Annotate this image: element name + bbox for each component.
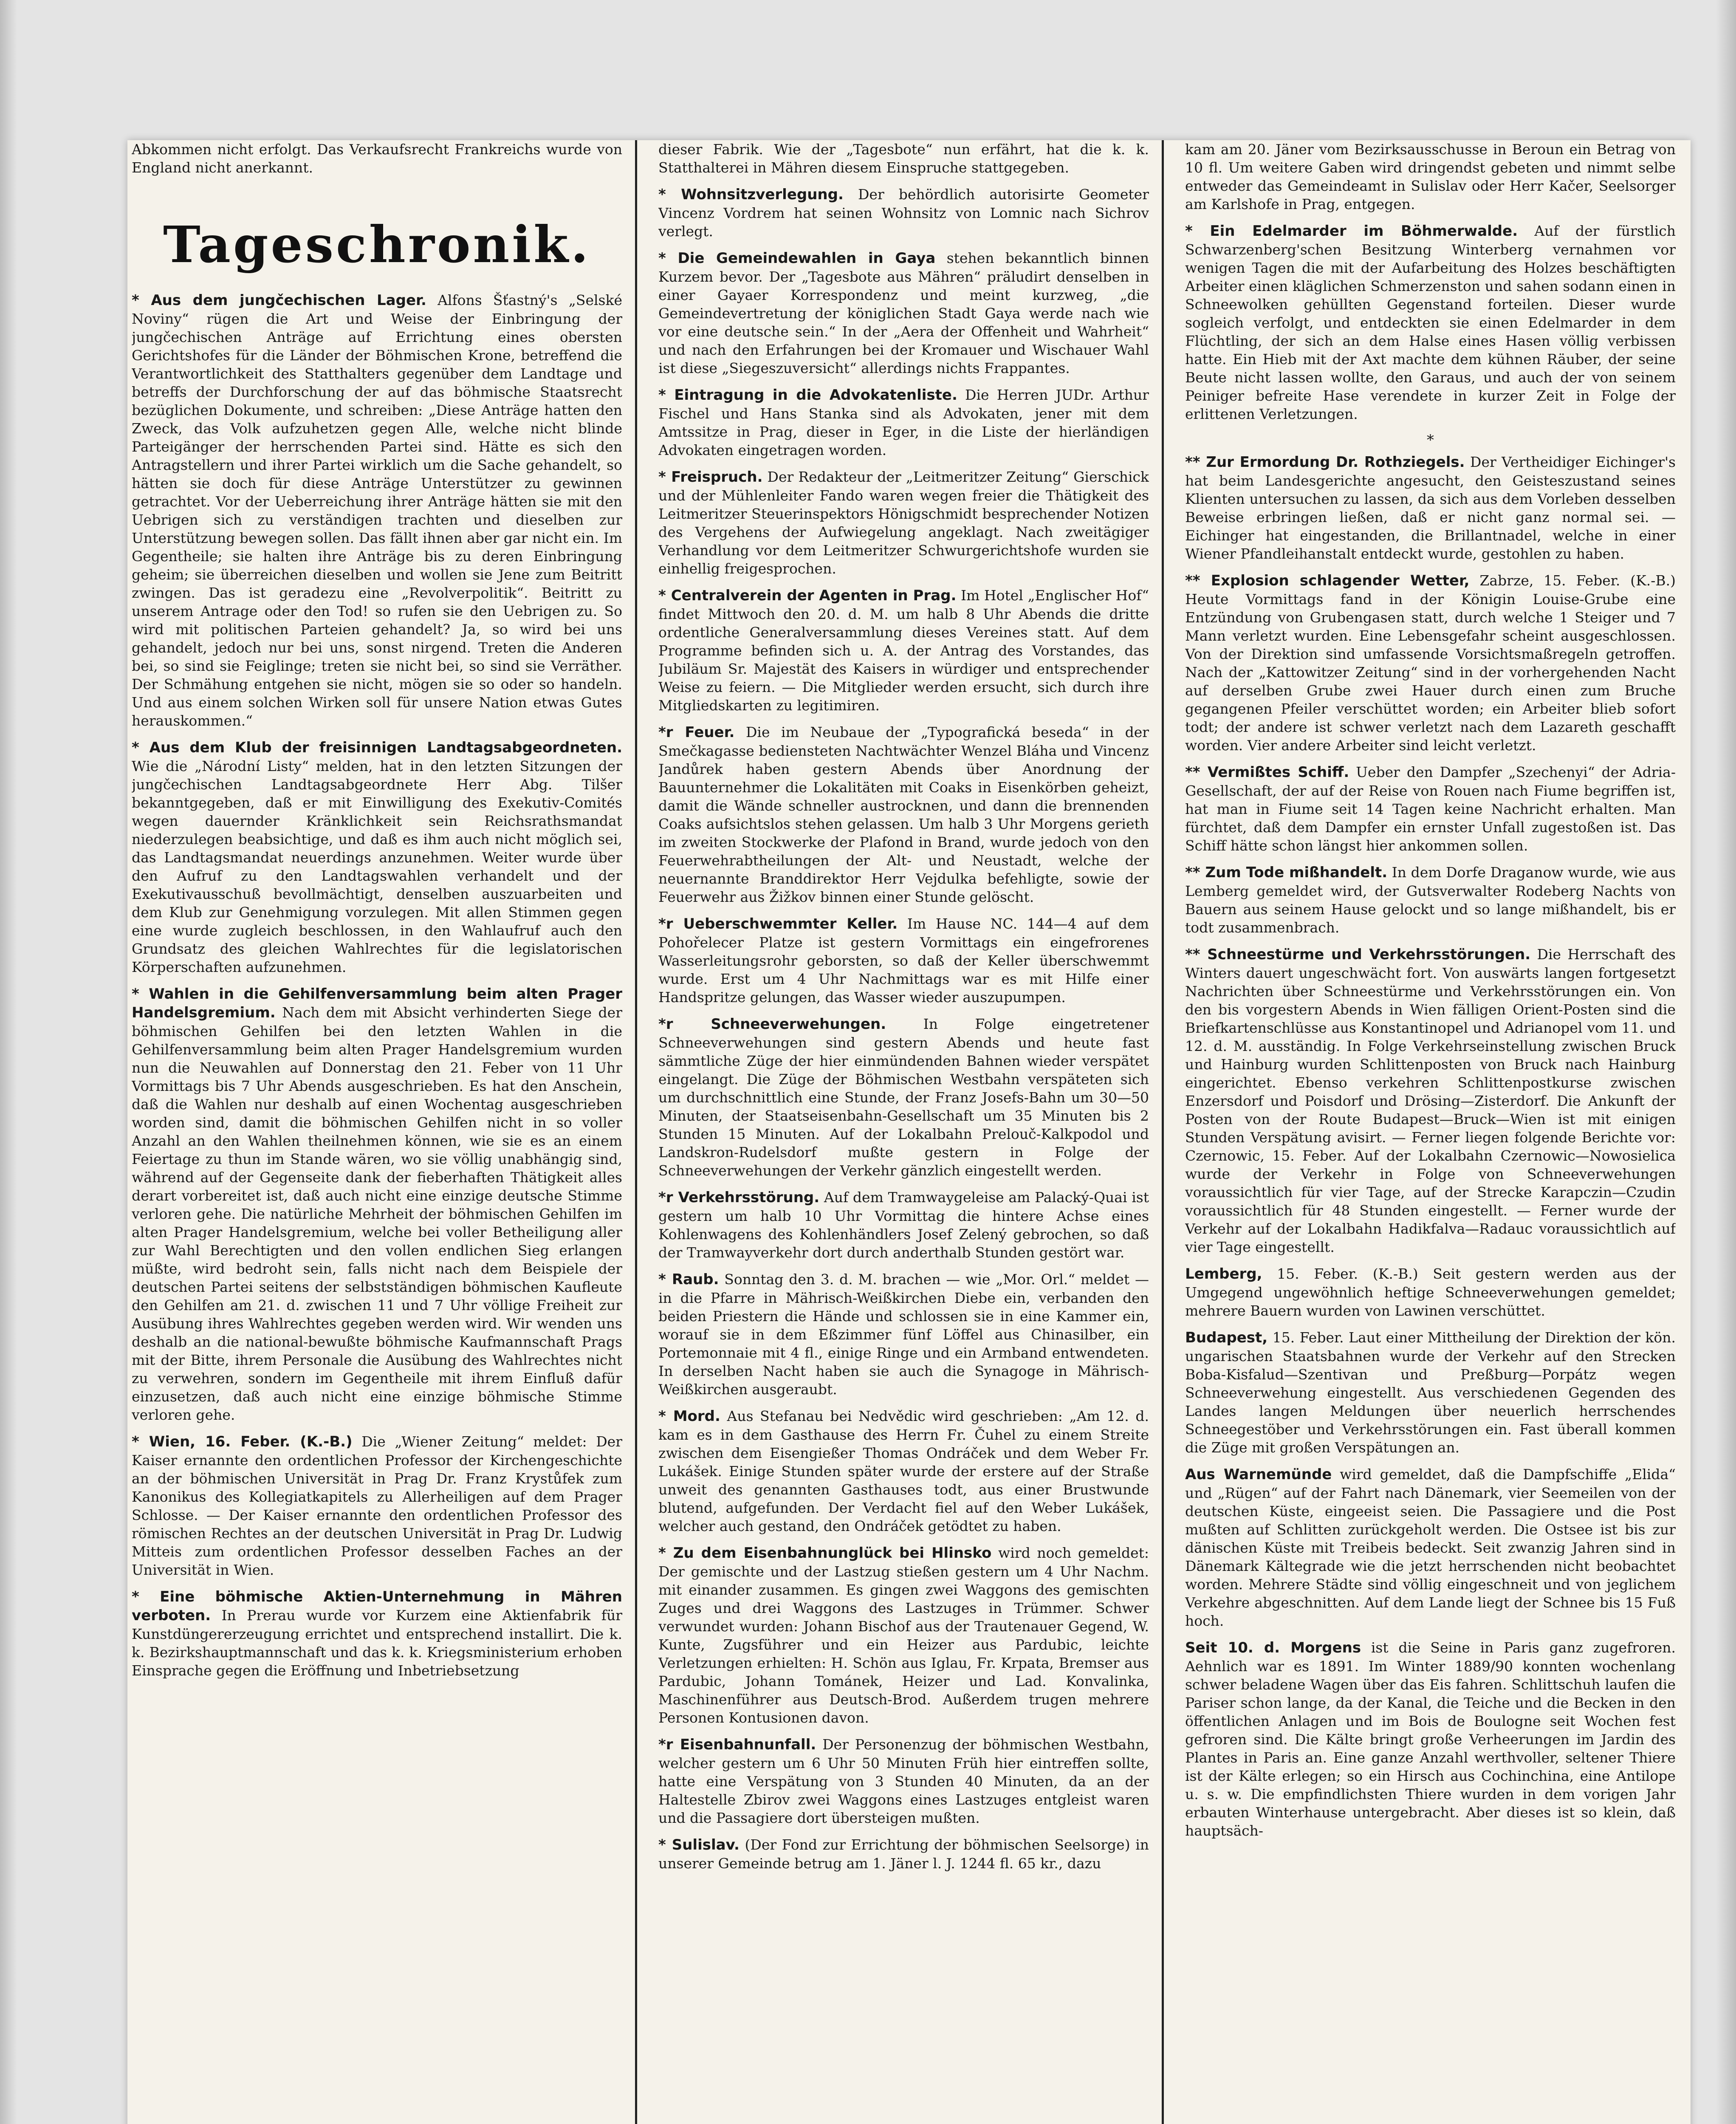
article-paragraph	[1185, 763, 1676, 855]
article-paragraph	[658, 1544, 1149, 1727]
article-paragraph	[658, 586, 1149, 715]
article-text: Die Herren JUDr. Arthur Fischel und Hans Stanka sind als Advokaten, jener mit dem Amtssitze in Prag, dieser in Eger, in die Liste der hierländigen Advokaten eingetragen worden.	[658, 387, 1149, 458]
article-heading: *r Ueberschwemmter Keller.	[658, 915, 898, 932]
article-paragraph	[658, 140, 1149, 177]
column-rule	[635, 140, 637, 2124]
article-heading: Aus Warnemünde	[1185, 1466, 1332, 1483]
article-text: Der Vertheidiger Eichinger's hat beim Landesgerichte angesucht, den Geisteszustand seines Klienten untersuchen zu lassen, da sich aus dem Vorleben desselben Beweise erbringen ließen, daß er nicht ganz normal sei. — Eichinger hat eingestanden, die Brillantnadel, welche in einer Wiener Pfandleihanstalt entdeckt wurde, gestohlen zu haben.	[1185, 454, 1676, 562]
article-text: Auf der fürstlich Schwarzenberg'schen Besitzung Winterberg vernahmen vor wenigen Tagen die mit der Aufarbeitung des Holzes beschäftigten Arbeiter einen kläglichen Schmerzenston und sahen sodann einen in Schneewolken gehüllten Gegenstand forteilen. Dieser wurde sogleich verfolgt, und entdeckten sie einen Edelmarder in dem Flüchtling, der sich an dem Halse eines Hasen völlig verbissen hatte. Ein Hieb mit der Axt machte dem kühnen Räuber, der seine Beute nicht lassen wollte, den Garaus, und auch der von seinem Peiniger befreite Hase verendete in kurzer Zeit in Folge der erlittenen Verletzungen.	[1185, 223, 1676, 422]
article-heading: Budapest,	[1185, 1329, 1268, 1346]
article-heading: *r Verkehrsstörung.	[658, 1189, 820, 1206]
article-heading: ** Vermißtes Schiff.	[1185, 764, 1349, 781]
article-paragraph	[132, 738, 622, 976]
article-paragraph	[132, 1587, 622, 1680]
article-heading: * Raub.	[658, 1271, 719, 1288]
article-text: Im Hotel „Englischer Hof“ findet Mittwoch den 20. d. M. um halb 8 Uhr Abends die dritte ordentliche Generalversammlung dieses Vereines statt. Auf dem Programme befinden sich u. A. der Antrag des Vorstandes, das Jubiläum Sr. Majestät des Kaisers in würdiger und entsprechender Weise zu feiern. — Die Mitglieder werden ersucht, sich durch ihre Mitgliedskarten zu legitimiren.	[658, 587, 1149, 714]
article-text: Nach dem mit Absicht verhinderten Siege der böhmischen Gehilfen bei den letzten Wahlen in die Gehilfenversammlung beim alten Prager Handelsgremium wurden nun die Neuwahlen auf Donnerstag den 21. Feber von 11 Uhr Vormittags bis 7 Uhr Abends ausgeschrieben. Es hat den Anschein, daß die Wahlen nur deshalb auf einen Wochentag ausgeschrieben worden sind, damit die böhmischen Gehilfen nicht in so voller Anzahl an den Wahlen theilnehmen können, wie sie es an einem Feiertage zu thun im Stande wären, wo sie völlig unabhängig sind, während auf der Gegenseite dank der fieberhaften Thätigkeit alles derart vorbereitet ist, daß auch nicht eine einzige deutsche Stimme verloren gehe. Die natürliche Mehrheit der böhmischen Gehilfen im alten Prager Handelsgremium, welche bei voller Betheiligung aller zur Wahl Berechtigten und den vollen endlichen Sieg erlangen müßte, wird bedroht sein, falls nicht nach dem Beispiele der deutschen Partei seitens der selbstständigen böhmischen Kaufleute den Gehilfen am 21. d. zwischen 11 und 7 Uhr völlige Freiheit zur Ausübung ihres Wahlrechtes gegeben werden wird. Wir wenden uns deshalb an die national-bewußte böhmische Kaufmannschaft Prags mit der Bitte, ihrem Personale die Ausübung des Wahlrechtes nicht zu verwehren, sondern im Gegentheile mit ihrem Einfluß dafür einzusetzen, daß auch nicht eine einzige böhmische Stimme verloren gehe.	[132, 1004, 622, 1423]
article-text: Abkommen nicht erfolgt. Das Verkaufsrecht Frankreichs wurde von England nicht anerkannt.	[132, 141, 622, 176]
article-text: Aus Stefanau bei Nedvědic wird geschrieben: „Am 12. d. kam es in dem Gasthause des Herrn Fr. Čuhel zu einem Streite zwischen dem Eisengießer Thomas Ondráček und dem Weber Fr. Lukášek. Einige Stunden später wurde der erstere auf der Straße unweit des genannten Gasthauses todt, aus einer Brustwunde blutend, aufgefunden. Der Verdacht fiel auf den Weber Lukášek, welcher auch gestand, den Ondráček getödtet zu haben.	[658, 1408, 1149, 1534]
article-text: Die „Wiener Zeitung“ meldet: Der Kaiser ernannte den ordentlichen Professor der Kirchengeschichte an der böhmischen Universität in Prag Dr. Franz Krystůfek zum Kanonikus des Kollegiatkapitels zu Allerheiligen auf dem Prager Schlosse. — Der Kaiser ernannte den ordentlichen Professor des römischen Rechtes an der deutschen Universität in Prag Dr. Ludwig Mitteis zum ordentlichen Professor desselben Faches an der Universität in Wien.	[132, 1433, 622, 1578]
article-paragraph	[1185, 863, 1676, 937]
article-text: In Folge eingetretener Schneeverwehungen sind gestern Abends und heute fast sämmtliche Züge der hier einmündenden Bahnen wieder verspätet eingelangt. Die Züge der Böhmischen Westbahn verspäteten sich um durchschnittlich eine Stunde, der Franz Josefs-Bahn um 30—50 Minuten, der Staatseisenbahn-Gesellschaft um 35 Minuten bis 2 Stunden 15 Minuten. Auf der Lokalbahn Prelouč-Kalkpodol und Landskron-Rudelsdorf mußte gestern in Folge der Schneeverwehungen der Verkehr gänzlich eingestellt werden.	[658, 1016, 1149, 1179]
article-text: 15. Feber. Laut einer Mittheilung der Direktion der kön. ungarischen Staatsbahnen wurde der Verkehr auf den Strecken Boba-Kisfalud—Szentivan und Preßburg—Porpátz wegen Schneeverwehung eingestellt. Aus verschiedenen Gegenden des Landes langen Meldungen über neuerlich herrschendes Schneegestöber und Verkehrsstörungen ein. Fast überall kommen die Züge mit großen Verspätungen an.	[1185, 1329, 1676, 1456]
article-text: stehen bekanntlich binnen Kurzem bevor. Der „Tagesbote aus Mähren“ präludirt denselben in einer Gayaer Korrespondenz und meint kurzweg, „die Gemeindevertretung der königlichen Stadt Gaya werde nach wie vor eine deutsche sein.“ In der „Aera der Offenheit und Wahrheit“ und nach den Erfahrungen bei der Kromauer und Wischauer Wahl ist diese „Siegeszuversicht“ allerdings nichts Frappantes.	[658, 250, 1149, 376]
article-paragraph	[1185, 571, 1676, 754]
article-text: Der Personenzug der böhmischen Westbahn, welcher gestern um 6 Uhr 50 Minuten Früh hier eintreffen sollte, hatte eine Verspätung von 3 Stunden 40 Minuten, da an der Haltestelle Zbirov zwei Waggons eines Lastzuges entgleist waren und die Passagiere dort übersteigen mußten.	[658, 1736, 1149, 1826]
article-paragraph	[1185, 1465, 1676, 1630]
article-paragraph	[658, 1188, 1149, 1262]
newspaper-page	[127, 140, 1691, 2124]
article-text: wird gemeldet, daß die Dampfschiffe „Elida“ und „Rügen“ auf der Fahrt nach Dänemark, vier Seemeilen von der deutschen Küste, eingeeist seien. Die Passagiere und die Post mußten auf Schlitten zurückgeholt werden. Die Ostsee ist bis zur dänischen Küste mit Treibeis bedeckt. Seit zwanzig Jahren sind in Dänemark Kältegrade wie die jetzt herrschenden nicht beobachtet worden. Mehrere Städte sind völlig eingeschneit und von jeglichem Verkehre abgeschnitten. Auf dem Lande liegt der Schnee bis 15 Fuß hoch.	[1185, 1466, 1676, 1629]
article-text: ist die Seine in Paris ganz zugefroren. Aehnlich war es 1891. Im Winter 1889/90 konnten wochenlang schwer beladene Wagen über das Eis fahren. Schlittschuh laufen die Pariser schon lange, da der Kanal, die Teiche und die Becken in den öffentlichen Anlagen und im Bois de Boulogne seit Wochen fest gefroren sind. Die Kälte bringt große Verheerungen im Jardin des Plantes in Paris an. Eine ganze Anzahl werthvoller, seltener Thiere ist der Kälte erlegen; so ein Hirsch aus Cochinchina, eine Antilope u. s. w. Die empfindlichsten Thiere wurden in dem vorigen Jahr erbauten Winterhause untergebracht. Aber dieses ist so klein, daß hauptsäch-	[1185, 1639, 1676, 1839]
section-title: Tageschronik.	[163, 215, 591, 274]
article-heading: * Mord.	[658, 1408, 720, 1425]
separator-star: *	[1427, 432, 1434, 449]
article-paragraph	[132, 291, 622, 730]
article-paragraph	[1185, 140, 1676, 213]
article-paragraph	[132, 985, 622, 1424]
article-paragraph	[1185, 453, 1676, 563]
article-heading: ** Zum Tode mißhandelt.	[1185, 864, 1388, 881]
article-heading: ** Explosion schlagender Wetter,	[1185, 572, 1470, 589]
article-text: Im Hause NC. 144—4 auf dem Pohořelecer Platze ist gestern Vormittags ein eingefrorenes Wasserleitungsrohr geborsten, so daß der Keller überschwemmt wurde. Erst um 4 Uhr Nachmittags war es mit Hilfe einer Handspritze gelungen, das Wasser wieder auszupumpen.	[658, 915, 1149, 1006]
column-rule	[1162, 140, 1164, 2124]
article-paragraph	[658, 249, 1149, 377]
article-text: Die Herrschaft des Winters dauert ungeschwächt fort. Von auswärts langen fortgesetzt Nachrichten über Schneestürme und Verkehrsstörungen ein. Von den bis vorgestern Abends in Wien fälligen Orient-Posten sind die Briefkartenschlüsse aus Konstantinopel und Adrianopel vom 11. und 12. d. M. ausständig. In Folge Verkehrseinstellung zwischen Bruck und Hainburg wurden Schlittenposten von Bruck nach Hainburg eingerichtet. Ebenso verkehren Schlittenpostkurse zwischen Enzersdorf und Poisdorf und Drösing—Zisterdorf. Die Ankunft der Posten von der Route Budapest—Bruck—Wien ist mit einigen Stunden Verspätung avisirt. — Ferner liegen folgende Berichte vor: Czernowic, 15. Feber. Auf der Lokalbahn Czernowic—Nowosielica wurde der Verkehr in Folge von Schneeverwehungen voraussichtlich für vier Tage, auf der Strecke Karapczin—Czudin voraussichtlich für 48 Stunden eingestellt. — Ferner wurde der Verkehr auf der Lokalbahn Hadikfalva—Radauc voraussichtlich auf vier Tage eingestellt.	[1185, 946, 1676, 1255]
article-heading: * Wien, 16. Feber. (K.-B.)	[132, 1433, 353, 1450]
article-text: Der behördlich autorisirte Geometer Vincenz Vordrem hat seinen Wohnsitz von Lomnic nach Sichrov verlegt.	[658, 186, 1149, 240]
article-heading: ** Schneestürme und Verkehrsstörungen.	[1185, 946, 1531, 963]
article-heading: * Die Gemeindewahlen in Gaya	[658, 250, 936, 267]
article-text: kam am 20. Jäner vom Bezirksausschusse in Beroun ein Betrag von 10 fl. Um weitere Gaben wird dringendst gebeten und nimmt selbe entweder das Gemeindeamt in Sulislav oder Herr Kačer, Seelsorger am Karlshofe in Prag, entgegen.	[1185, 141, 1676, 212]
article-text: Die im Neubaue der „Typografická beseda“ in der Smečkagasse bediensteten Nachtwächter Wenzel Bláha und Vincenz Jandůrek haben gestern Abends über Anordnung der Bauunternehmer die Lokalitäten mit Coaks in Eisenkörben geheizt, damit die Wände schneller austrocknen, und dann die brennenden Coaks aufsichtslos stehen gelassen. Um halb 3 Uhr Morgens gerieth im zweiten Stockwerke der Plafond in Brand, wurde jedoch von den Feuerwehrabtheilungen der Alt- und Neustadt, welche der neuernannte Branddirektor Herr Vejdulka befehligte, sowie der Feuerwehr aus Žižkov binnen einer Stunde gelöscht.	[658, 724, 1149, 905]
article-text: Ueber den Dampfer „Szechenyi“ der Adria-Gesellschaft, der auf der Reise von Rouen nach Fiume begriffen ist, hat man in Fiume seit 14 Tagen keine Nachricht erhalten. Man fürchtet, daß dem Dampfer ein ernster Unfall zugestoßen ist. Das Schiff hätte schon längst hier ankommen sollen.	[1185, 764, 1676, 854]
article-paragraph	[658, 386, 1149, 459]
article-paragraph	[1185, 222, 1676, 423]
column-1	[132, 140, 622, 2124]
article-heading: * Ein Edelmarder im Böhmerwalde.	[1185, 223, 1518, 240]
article-heading: * Wahlen in die Gehilfenversammlung beim alten Prager Handelsgremium.	[132, 986, 622, 1021]
column-3	[1185, 140, 1676, 2124]
article-heading: * Aus dem Klub der freisinnigen Landtagsabgeordneten.	[132, 739, 622, 756]
article-heading: * Eintragung in die Advokatenliste.	[658, 387, 957, 404]
article-paragraph	[1185, 1638, 1676, 1840]
article-heading: Lemberg,	[1185, 1265, 1262, 1282]
column-2	[658, 140, 1149, 2124]
article-paragraph	[1185, 945, 1676, 1256]
article-paragraph	[658, 915, 1149, 1006]
article-heading: * Wohnsitzverlegung.	[658, 186, 844, 203]
article-paragraph	[1185, 1328, 1676, 1457]
article-heading: ** Zur Ermordung Dr. Rothziegels.	[1185, 454, 1465, 471]
article-paragraph	[658, 1015, 1149, 1180]
article-paragraph	[658, 1836, 1149, 1873]
article-text: In dem Dorfe Draganow wurde, wie aus Lemberg gemeldet wird, der Gutsverwalter Rodeberg Nachts von Bauern aus seinem Hause gelockt und so lange mißhandelt, bis er todt zusammenbrach.	[1185, 864, 1676, 936]
article-heading: * Zu dem Eisenbahnunglück bei Hlinsko	[658, 1545, 992, 1562]
article-heading: *r Schneeverwehungen.	[658, 1016, 886, 1033]
article-paragraph	[1185, 1265, 1676, 1320]
article-heading: * Eine böhmische Aktien-Unternehmung in Mähren verboten.	[132, 1588, 622, 1624]
article-heading: * Freispruch.	[658, 469, 763, 486]
article-text: In Prerau wurde vor Kurzem eine Aktienfabrik für Kunstdüngererzeugung errichtet und entsprechend installirt. Die k. k. Bezirkshauptmannschaft und das k. k. Kriegsministerium erhoben Einsprache gegen die Eröffnung und Inbetriebsetzung	[132, 1607, 622, 1679]
article-text: Auf dem Tramwaygeleise am Palacký-Quai ist gestern um halb 10 Uhr Vormittag die hintere Achse eines Kohlenwagens des Kohlenhändlers Josef Zelený gebrochen, so daß der Tramwayverkehr dort durch anderthalb Stunden gestört war.	[658, 1189, 1149, 1261]
article-heading: * Aus dem jungčechischen Lager.	[132, 292, 426, 309]
article-text: Der Redakteur der „Leitmeritzer Zeitung“ Gierschick und der Mühlenleiter Fando waren wegen freier die Thätigkeit des Leitmeritzer Steuerinspektors Hönigschmidt besprechender Notizen des Vergehens der Aufwiegelung angeklagt. Nach zweitägiger Verhandlung vor dem Leitmeritzer Schwurgerichtshofe wurden sie einhellig freigesprochen.	[658, 469, 1149, 577]
article-paragraph	[658, 185, 1149, 240]
article-paragraph	[132, 1432, 622, 1579]
article-heading: *r Feuer.	[658, 724, 735, 741]
article-paragraph	[658, 723, 1149, 906]
article-paragraph	[658, 1270, 1149, 1398]
article-heading: *r Eisenbahnunfall.	[658, 1736, 816, 1753]
article-text: wird noch gemeldet: Der gemischte und der Lastzug stießen gestern um 4 Uhr Nachm. mit einander zusammen. Es gingen zwei Waggons des gemischten Zuges und drei Waggons des Lastzuges in Trümmer. Schwer verwundet wurden: Johann Bischof aus der Trautenauer Gegend, W. Kunte, Zugsführer und ein Heizer aus Pardubic, leichte Verletzungen erhielten: H. Schön aus Iglau, Fr. Krpata, Bremser aus Pardubic, Johann Tománek, Heizer und Lad. Konvalinka, Maschinenführer aus Deutsch-Brod. Außerdem trugen mehrere Personen Kontusionen davon.	[658, 1545, 1149, 1726]
article-text: Alfons Šťastný's „Selské Noviny“ rügen die Art und Weise der Einbringung der jungčechischen Anträge auf Errichtung eines obersten Gerichtshofes für die Länder der Böhmischen Krone, betreffend die Verantwortlichkeit des Statthalters gegenüber dem Landtage und betreffs der Durchforschung der auf das böhmische Staatsrecht bezüglichen Dokumente, und schreiben: „Diese Anträge hatten den Zweck, das Volk aufzuhetzen gegen Alle, welche nicht blinde Parteigänger der herrschenden Partei sind. Hätte es sich den Antragstellern und ihrer Partei wirklich um die Sache gehandelt, so hätten sie doch für diese Anträge Unterstützer zu gewinnen getrachtet. Vor der Ueberreichung ihrer Anträge hätten sie mit den Uebrigen sich zu verständigen trachten und dieselben zur Unterstützung bewegen sollen. Das fällt ihnen aber gar nicht ein. Im Gegentheile; sie halten ihre Anträge bis zu deren Einbringung geheim; sie überreichen dieselben und wollen sie Jene zum Beitritt zwingen. Das ist geradezu eine „Revolverpolitik“. Beitritt zu unserem Antrage oder den Tod! so rufen sie den Uebrigen zu. So wird mit politischen Parteien gehandelt? Ja, so wird bei uns gehandelt, jedoch nur bei uns, sonst nirgend. Treten die Anderen bei, so sind sie Feiglinge; treten sie nicht bei, so sind sie Verräther. Der Schmähung entgehen sie nicht, mögen sie so oder so handeln. Und aus einem solchen Wirken soll für unsere Nation etwas Gutes herauskommen.“	[132, 292, 622, 729]
article-text: Wie die „Národní Listy“ melden, hat in den letzten Sitzungen der jungčechischen Landtagsabgeordnete Herr Abg. Tilšer bekanntgegeben, daß er mit Einwilligung des Exekutiv-Comités wegen dauernder Kränklichkeit sein Reichsrathsmandat niederzulegen beabsichtige, und daß es ihm auch nicht möglich sei, das Landtagsmandat neuerdings anzunehmen. Weiter wurde über den Aufruf zu den Landtagswahlen verhandelt und der Exekutivausschuß bevollmächtigt, denselben auszuarbeiten und dem Klub zur Genehmigung vorzulegen. Mit allen Stimmen gegen eine wurde zugleich beschlossen, in den Wahlaufruf auch den Grundsatz des gleichen Wahlrechtes für die legislatorischen Körperschaften aufzunehmen.	[132, 758, 622, 975]
article-text: Zabrze, 15. Feber. (K.-B.) Heute Vormittags fand in der Königin Louise-Grube eine Entzündung von Grubengasen statt, durch welche 1 Steiger und 7 Mann verletzt wurden. Eine Lebensgefahr scheint ausgeschlossen. Von der Direktion sind umfassende Vorsichtsmaßregeln getroffen. Nach der „Kattowitzer Zeitung“ sind in der vorhergehenden Nacht auf derselben Grube zwei Hauer durch einen zum Bruche gegangenen Pfeiler verschüttet worden; ein Arbeiter blieb sofort todt; der andere ist schwer verletzt nach dem Lazareth geschafft worden. Vier andere Arbeiter sind leicht verletzt.	[1185, 572, 1676, 754]
article-text: (Der Fond zur Errichtung der böhmischen Seelsorge) in unserer Gemeinde betrug am 1. Jäner l. J. 1244 fl. 65 kr., dazu	[658, 1836, 1149, 1872]
article-text: 15. Feber. (K.-B.) Seit gestern werden aus der Umgegend ungewöhnlich heftige Schneeverwehungen gemeldet; mehrere Bauern wurden von Lawinen verschüttet.	[1185, 1265, 1676, 1319]
article-paragraph	[658, 1735, 1149, 1827]
article-heading: * Centralverein der Agenten in Prag.	[658, 587, 957, 604]
article-heading: Seit 10. d. Morgens	[1185, 1639, 1361, 1656]
article-paragraph	[658, 468, 1149, 578]
article-paragraph	[658, 1407, 1149, 1535]
article-paragraph	[132, 140, 622, 177]
article-heading: * Sulislav.	[658, 1836, 740, 1853]
article-text: dieser Fabrik. Wie der „Tagesbote“ nun erfährt, hat die k. k. Statthalterei in Mähren diesem Einspruche stattgegeben.	[658, 141, 1149, 176]
article-text: Sonntag den 3. d. M. brachen — wie „Mor. Orl.“ meldet — in die Pfarre in Mährisch-Weißkirchen Diebe ein, verbanden den beiden Priestern die Hände und schlossen sie in eine Kammer ein, worauf sie in dem Eßzimmer fünf Löffel aus Chinasilber, ein Portemonnaie mit 4 fl., einige Ringe und ein Armband entwendeten. In derselben Nacht haben sie auch die Synagoge in Mährisch-Weißkirchen ausgeraubt.	[658, 1271, 1149, 1398]
